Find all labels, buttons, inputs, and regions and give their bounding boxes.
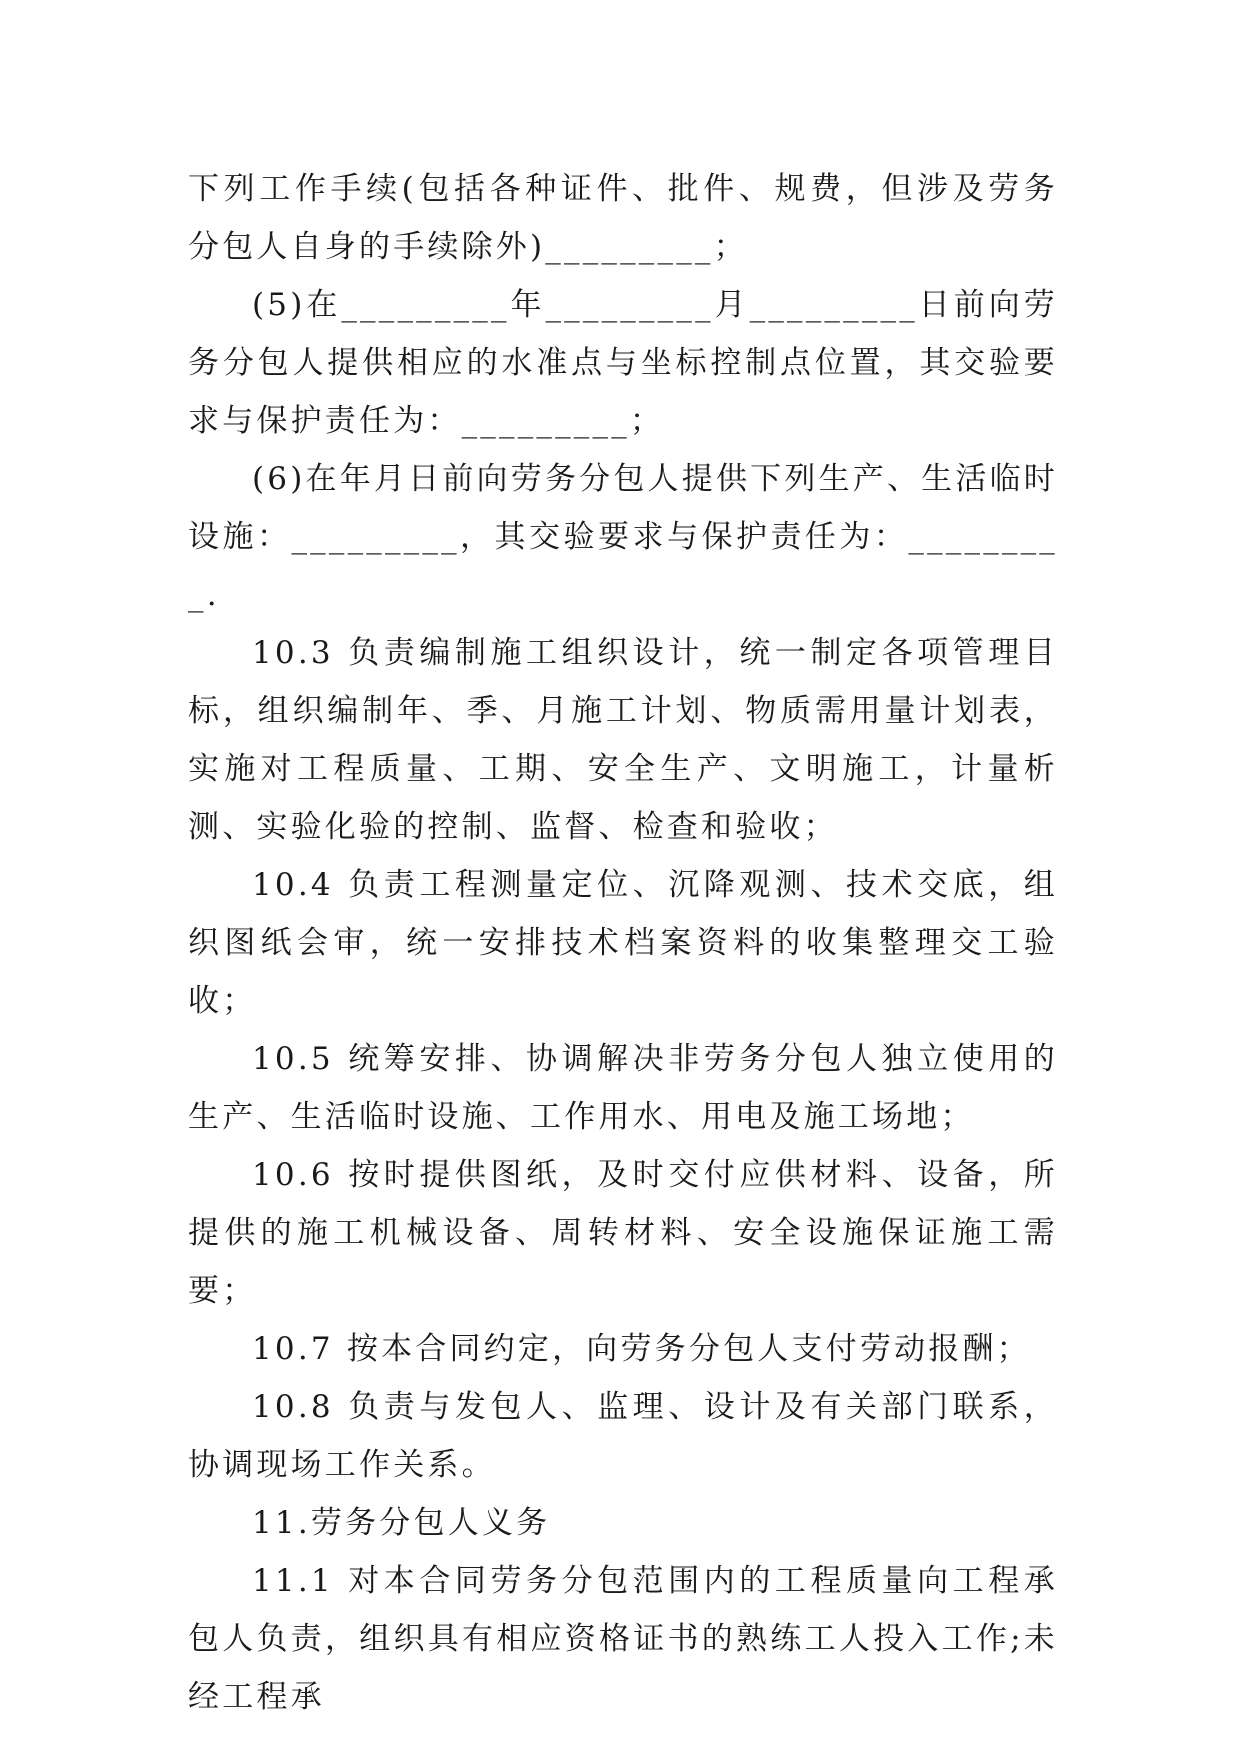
paragraph-work-procedures: 下列工作手续(包括各种证件、批件、规费，但涉及劳务分包人自身的手续除外)_________； [188,171,1058,265]
paragraph-10-6: 10.6 按时提供图纸，及时交付应供材料、设备，所提供的施工机械设备、周转材料、安全设施保证施工需要； [188,1157,1058,1309]
section-heading-11: 11.劳务分包人义务 [252,1505,551,1541]
paragraph-10-3: 10.3 负责编制施工组织设计，统一制定各项管理目标，组织编制年、季、月施工计划、物质需用量计划表，实施对工程质量、工期、安全生产、文明施工，计量析测、实验化验的控制、监督、检查和验收； [188,635,1058,845]
paragraph-item-5: (5)在_________年_________月_________日前向劳务分包人提供相应的水准点与坐标控制点位置，其交验要求与保护责任为：_________； [188,287,1058,439]
paragraph-10-7: 10.7 按本合同约定，向劳务分包人支付劳动报酬； [252,1331,1031,1367]
paragraph-10-4: 10.4 负责工程测量定位、沉降观测、技术交底，组织图纸会审，统一安排技术档案资料的收集整理交工验收； [188,867,1058,1019]
paragraph-11-1: 11.1 对本合同劳务分包范围内的工程质量向工程承包人负责，组织具有相应资格证书的熟练工人投入工作;未经工程承 [188,1563,1058,1715]
paragraph-10-8: 10.8 负责与发包人、监理、设计及有关部门联系，协调现场工作关系。 [188,1389,1058,1483]
paragraph-item-6: (6)在年月日前向劳务分包人提供下列生产、生活临时设施：_________，其交验要求与保护责任为：_________. [188,461,1058,613]
paragraph-10-5: 10.5 统筹安排、协调解决非劳务分包人独立使用的生产、生活临时设施、工作用水、用电及施工场地； [188,1041,1058,1135]
document-body [188,160,1058,1726]
